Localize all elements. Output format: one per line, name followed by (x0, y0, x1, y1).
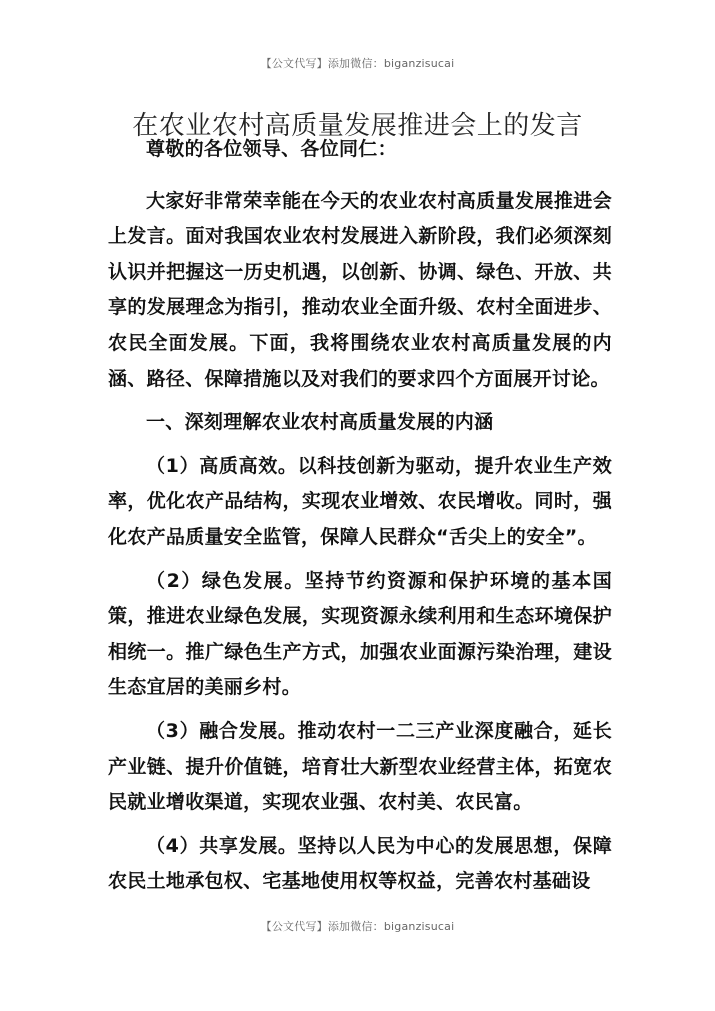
paragraph-item-4: （4）共享发展。坚持以人民为中心的发展思想，保障农民土地承包权、宅基地使用权等权益，完善农村基础设 (108, 834, 612, 893)
paragraph-item-3: （3）融合发展。推动农村一二三产业深度融合，延长产业链、提升价值链，培育壮大新型农业经营主体，拓宽农民就业增收渠道，实现农业强、农村美、农民富。 (108, 719, 612, 814)
header-watermark-note: 【公文代写】添加微信：biganzisucai (260, 57, 455, 70)
paragraph-intro: 大家好非常荣幸能在今天的农业农村高质量发展推进会上发言。面对我国农业农村发展进入新阶段，我们必须深刻认识并把握这一历史机遇，以创新、协调、绿色、开放、共享的发展理念为指引，推动农业全面升级、农村全面进步、农民全面发展。下面，我将围绕农业农村高质量发展的内涵、路径、保障措施以及对我们的要求四个方面展开讨论。 (108, 189, 612, 390)
salutation: 尊敬的各位领导、各位同仁： (146, 138, 397, 160)
paragraph-item-1: （1）高质高效。以科技创新为驱动，提升农业生产效率，优化农产品结构，实现农业增效、农民增收。同时，强化农产品质量安全监管，保障人民群众“舌尖上的安全”。 (108, 454, 612, 548)
paragraph-item-2: （2）绿色发展。坚持节约资源和保护环境的基本国策，推进农业绿色发展，实现资源永续利用和生态环境保护相统一。推广绿色生产方式，加强农业面源污染治理，建设生态宜居的美丽乡村。 (108, 569, 612, 699)
footer-watermark-note: 【公文代写】添加微信：biganzisucai (260, 920, 455, 933)
document-body (108, 132, 612, 908)
section-heading-1: 一、深刻理解农业农村高质量发展的内涵 (146, 411, 494, 434)
document-title: 在农业农村高质量发展推进会上的发言 (132, 111, 583, 142)
